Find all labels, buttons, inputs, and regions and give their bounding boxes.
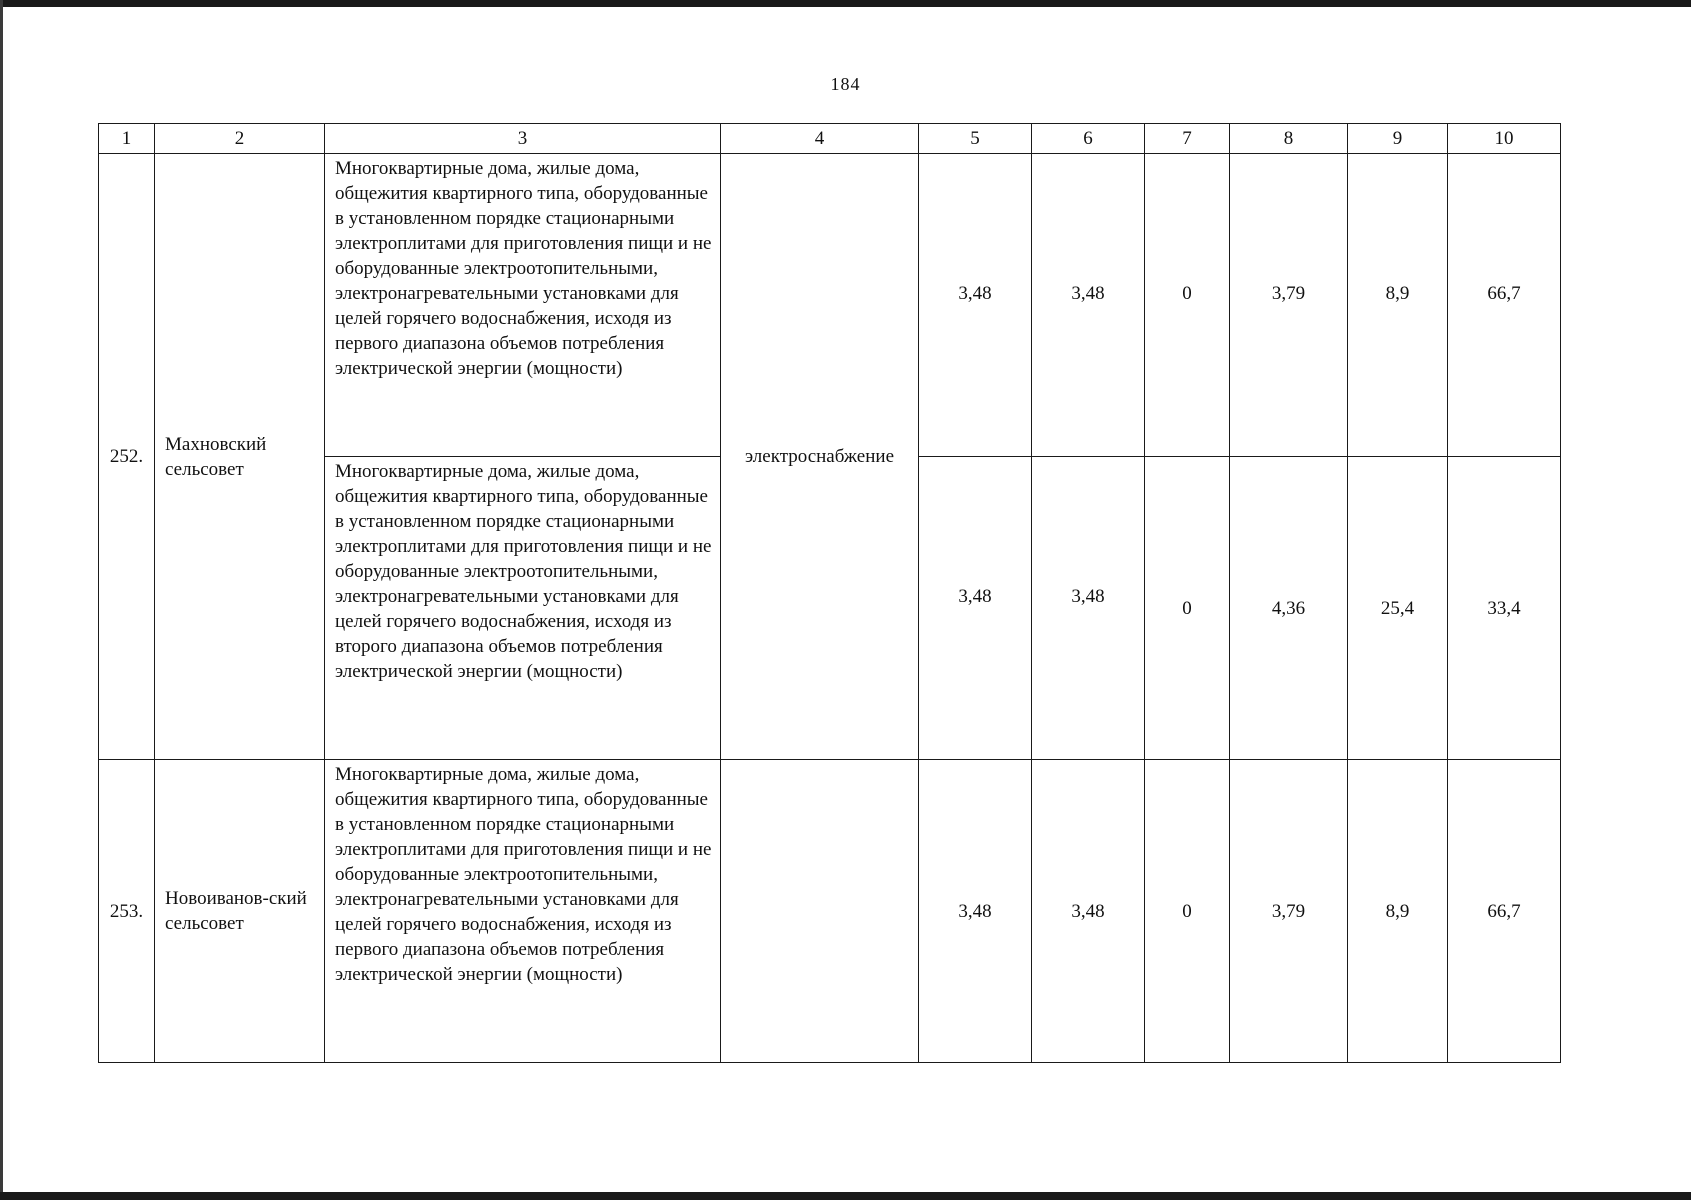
value-cell: [1230, 457, 1348, 760]
value-text: 3,79: [1271, 900, 1306, 922]
value-text: 66,7: [1487, 282, 1521, 304]
value-cell: [1145, 760, 1230, 1063]
value-cell: [1448, 154, 1561, 457]
value-text: 0: [1182, 597, 1192, 619]
table-row: [99, 760, 1561, 1063]
value-cell: [1448, 760, 1561, 1063]
service-type: [721, 760, 919, 1063]
value-cell: [1032, 760, 1145, 1063]
value-text: 4,36: [1271, 597, 1306, 619]
settlement-name-text: Новоиванов-ский сельсовет: [165, 888, 307, 934]
value-text: 25,4: [1380, 597, 1415, 619]
row-number: 252.: [99, 154, 155, 760]
header-cell: 5: [919, 124, 1032, 154]
scan-edge-bottom: [0, 1192, 1691, 1200]
service-type: электроснабжение: [721, 154, 919, 760]
value-cell: [1348, 760, 1448, 1063]
value-text: 3,48: [1071, 585, 1105, 607]
header-cell: 1: [99, 124, 155, 154]
value-cell: [1230, 760, 1348, 1063]
header-cell: 4: [721, 124, 919, 154]
value-cell: [1032, 457, 1145, 760]
scan-edge-left: [0, 0, 3, 1200]
value-cell: [919, 154, 1032, 457]
value-text: 0: [1182, 282, 1192, 304]
row-number: 253.: [99, 760, 155, 1063]
value-text: 8,9: [1385, 282, 1410, 304]
consumer-description: Многоквартирные дома, жилые дома, общежития квартирного типа, оборудованные в установленном порядке стационарными электроплитами для приготовления пищи и не оборудованные электроотопительными, электронагревательными установками для целей горячего водоснабжения, исходя из первого диапазона объемов потребления электрической энергии (мощности): [325, 760, 721, 1063]
value-text: 3,48: [958, 900, 992, 922]
settlement-name: [155, 154, 325, 760]
header-cell: 10: [1448, 124, 1561, 154]
page-number: 184: [830, 74, 861, 94]
consumer-description: Многоквартирные дома, жилые дома, общежития квартирного типа, оборудованные в установленном порядке стационарными электроплитами для приготовления пищи и не оборудованные электроотопительными, электронагревательными установками для целей горячего водоснабжения, исходя из первого диапазона объемов потребления электрической энергии (мощности): [325, 154, 721, 457]
value-cell: [1348, 154, 1448, 457]
value-cell: [1145, 154, 1230, 457]
value-text: 33,4: [1487, 597, 1521, 619]
value-text: 3,48: [958, 585, 992, 607]
value-cell: [1145, 457, 1230, 760]
header-cell: 7: [1145, 124, 1230, 154]
value-cell: [1348, 457, 1448, 760]
value-cell: [919, 760, 1032, 1063]
settlement-name-text: Махновский сельсовет: [165, 433, 267, 480]
value-cell: [1448, 457, 1561, 760]
value-text: 3,79: [1271, 282, 1306, 304]
value-text: 66,7: [1487, 900, 1521, 922]
header-cell: 3: [325, 124, 721, 154]
header-cell: 2: [155, 124, 325, 154]
header-cell: 6: [1032, 124, 1145, 154]
value-cell: [1230, 154, 1348, 457]
value-text: 3,48: [958, 282, 992, 304]
tariff-table: [98, 123, 1561, 1063]
header-cell: 8: [1230, 124, 1348, 154]
value-text: 3,48: [1071, 282, 1105, 304]
scan-edge-top: [0, 0, 1691, 7]
table-row: [99, 154, 1561, 457]
value-cell: [919, 457, 1032, 760]
value-text: 3,48: [1071, 900, 1105, 922]
header-row: [99, 124, 1561, 154]
value-cell: [1032, 154, 1145, 457]
value-text: 8,9: [1385, 900, 1410, 922]
consumer-description: Многоквартирные дома, жилые дома, общежития квартирного типа, оборудованные в установленном порядке стационарными электроплитами для приготовления пищи и не оборудованные электроотопительными, электронагревательными установками для целей горячего водоснабжения, исходя из второго диапазона объемов потребления электрической энергии (мощности): [325, 457, 721, 760]
header-cell: 9: [1348, 124, 1448, 154]
value-text: 0: [1182, 900, 1192, 922]
settlement-name: [155, 760, 325, 1063]
